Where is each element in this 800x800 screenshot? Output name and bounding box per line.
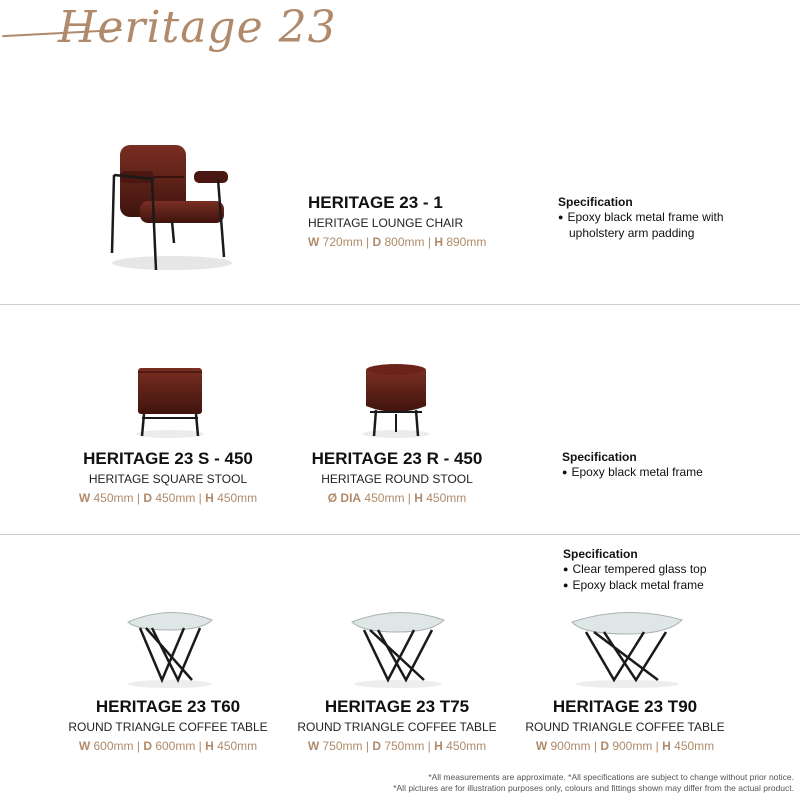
product-subtitle: HERITAGE LOUNGE CHAIR bbox=[308, 216, 464, 230]
lounge-chair-image bbox=[100, 135, 240, 280]
product-dimensions: W 900mm | D 900mm | H 450mm bbox=[535, 739, 715, 753]
product-subtitle: ROUND TRIANGLE COFFEE TABLE bbox=[525, 720, 725, 734]
brand-name: Heritage 23 bbox=[58, 2, 337, 53]
product-title: HERITAGE 23 T90 bbox=[552, 697, 698, 716]
product-dimensions: W 720mm | D 800mm | H 890mm bbox=[308, 235, 487, 249]
product-dimensions: W 600mm | D 600mm | H 450mm bbox=[78, 739, 258, 753]
product-subtitle: HERITAGE SQUARE STOOL bbox=[88, 472, 248, 486]
specification-block bbox=[563, 547, 763, 594]
round-stool-image bbox=[356, 362, 436, 442]
disclaimer-footnote bbox=[393, 772, 794, 794]
product-title: HERITAGE 23 T75 bbox=[324, 697, 470, 716]
product-subtitle: ROUND TRIANGLE COFFEE TABLE bbox=[297, 720, 497, 734]
product-heritage-23-t75 bbox=[287, 697, 507, 753]
section-divider bbox=[0, 304, 800, 305]
product-dimensions: W 450mm | D 450mm | H 450mm bbox=[78, 491, 258, 505]
disclaimer-line: *All measurements are approximate. *All specifications are subject to change without prior notice. bbox=[428, 772, 794, 782]
product-title: HERITAGE 23 - 1 bbox=[308, 193, 443, 212]
coffee-table-t60-image bbox=[122, 608, 218, 690]
product-heritage-23-s-450 bbox=[68, 449, 268, 505]
product-heritage-23-r-450 bbox=[297, 449, 497, 505]
coffee-table-t90-image bbox=[568, 608, 686, 690]
section-divider bbox=[0, 534, 800, 535]
spec-title: Specification bbox=[558, 195, 633, 209]
product-dimensions: W 750mm | D 750mm | H 450mm bbox=[307, 739, 487, 753]
specification-block bbox=[558, 195, 758, 241]
product-heritage-23-t90 bbox=[515, 697, 735, 753]
specification-block bbox=[562, 450, 762, 481]
square-stool-image bbox=[130, 362, 210, 442]
product-subtitle: HERITAGE ROUND STOOL bbox=[321, 472, 473, 486]
spec-title: Specification bbox=[563, 547, 638, 561]
coffee-table-t75-image bbox=[348, 608, 448, 690]
spec-item: ● Clear tempered glass top bbox=[563, 562, 763, 578]
spec-item: ● Epoxy black metal frame bbox=[562, 465, 762, 481]
brand-logo bbox=[0, 0, 337, 70]
spec-item: ● Epoxy black metal frame with upholstery arm padding bbox=[558, 210, 758, 241]
product-title: HERITAGE 23 T60 bbox=[95, 697, 241, 716]
product-heritage-23-t60 bbox=[58, 697, 278, 753]
spec-title: Specification bbox=[562, 450, 637, 464]
spec-item: ● Epoxy black metal frame bbox=[563, 578, 763, 594]
disclaimer-line: *All pictures are for illustration purposes only, colours and fittings shown may differ from the actual product. bbox=[393, 783, 794, 793]
product-subtitle: ROUND TRIANGLE COFFEE TABLE bbox=[68, 720, 268, 734]
product-heritage-23-1 bbox=[308, 193, 486, 249]
product-title: HERITAGE 23 R - 450 bbox=[311, 449, 483, 468]
product-dimensions: Ø DIA 450mm | H 450mm bbox=[327, 491, 467, 505]
product-title: HERITAGE 23 S - 450 bbox=[83, 449, 253, 468]
